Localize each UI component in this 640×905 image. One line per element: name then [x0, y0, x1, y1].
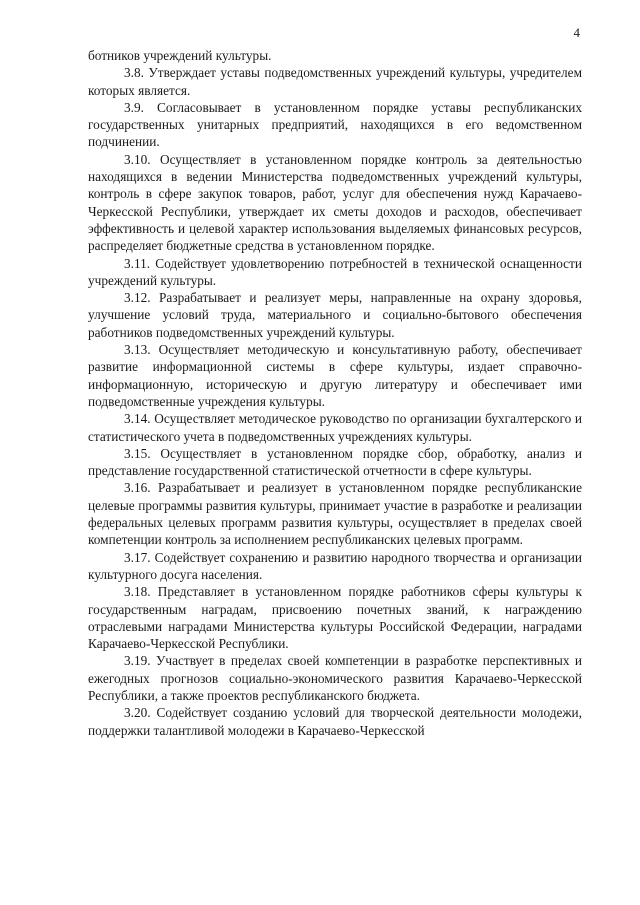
paragraph-3-11: 3.11. Содействует удовлетворению потребностей в технической оснащенности учреждений культуры. [88, 255, 582, 288]
paragraph-3-15: 3.15. Осуществляет в установленном порядке сбор, обработку, анализ и представление государственной статистической отчетности в сфере культуры. [88, 445, 582, 479]
paragraph-3-10: 3.10. Осуществляет в установленном порядке контроль за деятельностью находящихся в ведении Министерства подведомственных учреждений культуры, контроль в сфере закупок товаров, работ, услуг для обеспечения нужд Карачаево-Черкесской Республики, утверждает их сметы доходов и расходов, обеспечивает эффективность и целевой характер использования выделяемых финансовых ресурсов, распределяет бюджетные средства в установленном порядке. [88, 151, 582, 254]
paragraph-continuation: ботников учреждений культуры. [88, 48, 272, 63]
page-number: 4 [573, 25, 580, 40]
paragraph-3-14: 3.14. Осуществляет методическое руководство по организации бухгалтерского и статистического учета в подведомственных учреждениях культуры. [88, 411, 582, 444]
paragraph-3-20: 3.20. Содействует созданию условий для творческой деятельности молодежи, поддержки талантливой молодежи в Карачаево-Черкесской [88, 705, 582, 738]
paragraph-3-13: 3.13. Осуществляет методическую и консультативную работу, обеспечивает развитие информационной системы в сфере культуры, издает справочно-информационную, историческую и другую литературу и обеспечивает ими подведомственные учреждения культуры. [88, 342, 582, 409]
paragraph-3-16: 3.16. Разрабатывает и реализует в установленном порядке республиканские целевые программы развития культуры, принимает участие в разработке и реализации федеральных целевых программ развития культуры, осуществляет в пределах своей компетенции контроль за исполнением республиканских целевых программ. [88, 480, 582, 548]
paragraph-3-9: 3.9. Согласовывает в установленном порядке уставы республиканских государственных унитарных предприятий, находящихся в его ведомственном подчинении. [88, 99, 582, 150]
document-body [88, 47, 582, 739]
paragraph-3-12: 3.12. Разрабатывает и реализует меры, направленные на охрану здоровья, улучшение условий труда, материального и социально-бытового обеспечения работников подведомственных учреждений культуры. [88, 290, 582, 340]
paragraph-3-17: 3.17. Содействует сохранению и развитию народного творчества и организации культурного досуга населения. [88, 549, 582, 582]
paragraph-3-8: 3.8. Утверждает уставы подведомственных учреждений культуры, учредителем которых является. [88, 65, 582, 98]
paragraph-3-19: 3.19. Участвует в пределах своей компетенции в разработке перспективных и ежегодных прогнозов социально-экономического развития Карачаево-Черкесской Республики, а также проектов республиканского бюджета. [88, 653, 582, 703]
paragraph-3-18: 3.18. Представляет в установленном порядке работников сферы культуры к государственным наградам, присвоению почетных званий, к награждению отраслевыми наградами Министерства культуры Российской Федерации, наградами Карачаево-Черкесской Республики. [88, 584, 582, 652]
